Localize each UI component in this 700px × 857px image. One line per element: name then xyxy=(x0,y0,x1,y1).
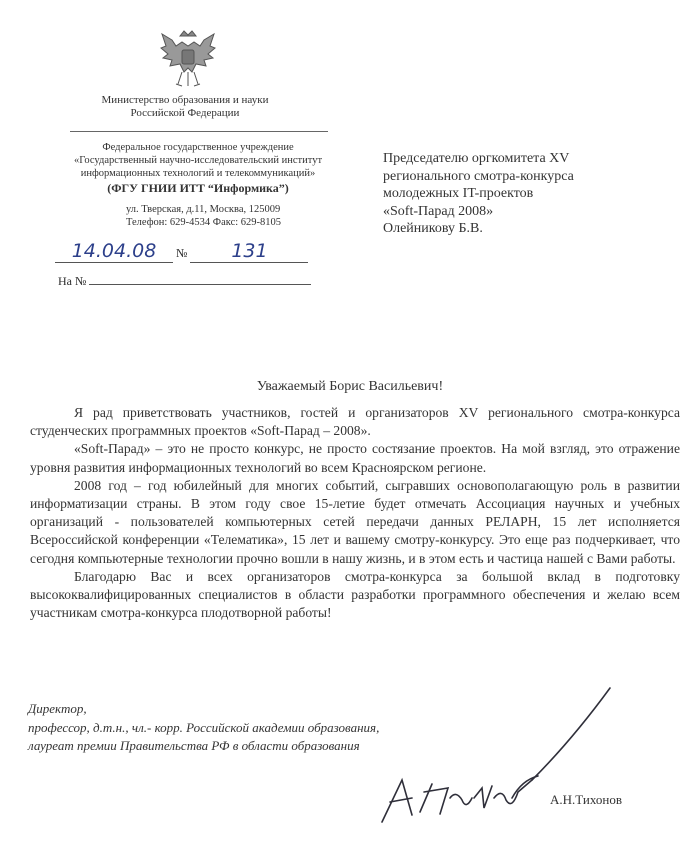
title-line: лауреат премии Правительства РФ в области образования xyxy=(28,738,360,753)
org-line: информационных технологий и телекоммуникаций» xyxy=(80,168,316,179)
org-line: «Государственный научно-исследовательский институт xyxy=(73,155,323,166)
registration-date-number xyxy=(55,240,325,266)
body-paragraph: 2008 год – год юбилейный для многих событий, сыгравших основополагающую роль в развитии информатизации страны. В этом году свое 15-летие будет отмечать Ассоциация научных и учебных организаций - пользователей компьютерных сетей передачи данных РЕЛАРН, 15 лет исполняется Всероссийской конференции «Телематика», 15 лет и вашему смотру-конкурсу. Это еще раз подчеркивает, что сегодня компьютерные технологии прочно вошли в нашу жизнь, и в этом есть и частица нашей с Вами работы. xyxy=(30,477,680,566)
ministry-line: Министерство образования и науки xyxy=(101,94,269,106)
handwritten-date: 14.04.08 xyxy=(71,240,157,262)
date-field xyxy=(55,240,173,263)
recipient-line: «Soft-Парад 2008» xyxy=(383,203,494,219)
number-field xyxy=(190,240,308,263)
greeting: Уважаемый Борис Васильевич! xyxy=(256,379,444,394)
letter-body xyxy=(30,404,680,622)
address-line: ул. Тверская, д.11, Москва, 125009 xyxy=(126,204,281,215)
letterhead-divider xyxy=(70,131,328,132)
body-paragraph: Благодарю Вас и всех организаторов смотра-конкурса за большой вклад в подготовку высококвалифицированных специалистов в области разработки программного обеспечения и желаю всем участникам смотра-конкурса плодотворной работы! xyxy=(30,568,680,621)
title-line: профессор, д.т.н., чл.- корр. Российской академии образования, xyxy=(28,719,380,735)
body-paragraph: «Soft-Парад» – это не просто конкурс, не просто состязание проектов. На мой взгляд, это отражение уровня развития информационных технологий во всем Красноярском регионе. xyxy=(30,441,680,475)
ministry-name xyxy=(70,94,300,120)
organization-address xyxy=(126,203,336,229)
organization-name xyxy=(38,141,358,196)
coat-of-arms-emblem xyxy=(160,28,216,90)
title-line: Директор, xyxy=(28,701,87,716)
org-short-name: (ФГУ ГНИИ ИТТ “Информика”) xyxy=(107,181,289,195)
phone-line: Телефон: 629-4534 Факс: 629-8105 xyxy=(126,217,282,228)
handwritten-number: 131 xyxy=(231,240,268,262)
recipient-block xyxy=(383,150,673,238)
reference-number-label: На № xyxy=(58,274,87,288)
recipient-line: Олейникову Б.В. xyxy=(383,221,483,236)
ministry-line: Российской Федерации xyxy=(130,107,240,119)
recipient-line: молодежных IT-проектов xyxy=(383,186,534,201)
signatory-name: А.Н.Тихонов xyxy=(550,792,622,807)
recipient-line: регионального смотра-конкурса xyxy=(383,168,574,184)
reference-number-row xyxy=(58,272,323,289)
number-label: № xyxy=(176,246,188,260)
org-line: Федеральное государственное учреждение xyxy=(102,142,294,153)
reference-number-field xyxy=(89,272,311,285)
body-paragraph: Я рад приветствовать участников, гостей и организаторов XV регионального смотра-конкурса студенческих программных проектов «Soft-Парад – 2008». xyxy=(30,405,680,439)
recipient-line: Председателю оргкомитета XV xyxy=(383,151,570,166)
